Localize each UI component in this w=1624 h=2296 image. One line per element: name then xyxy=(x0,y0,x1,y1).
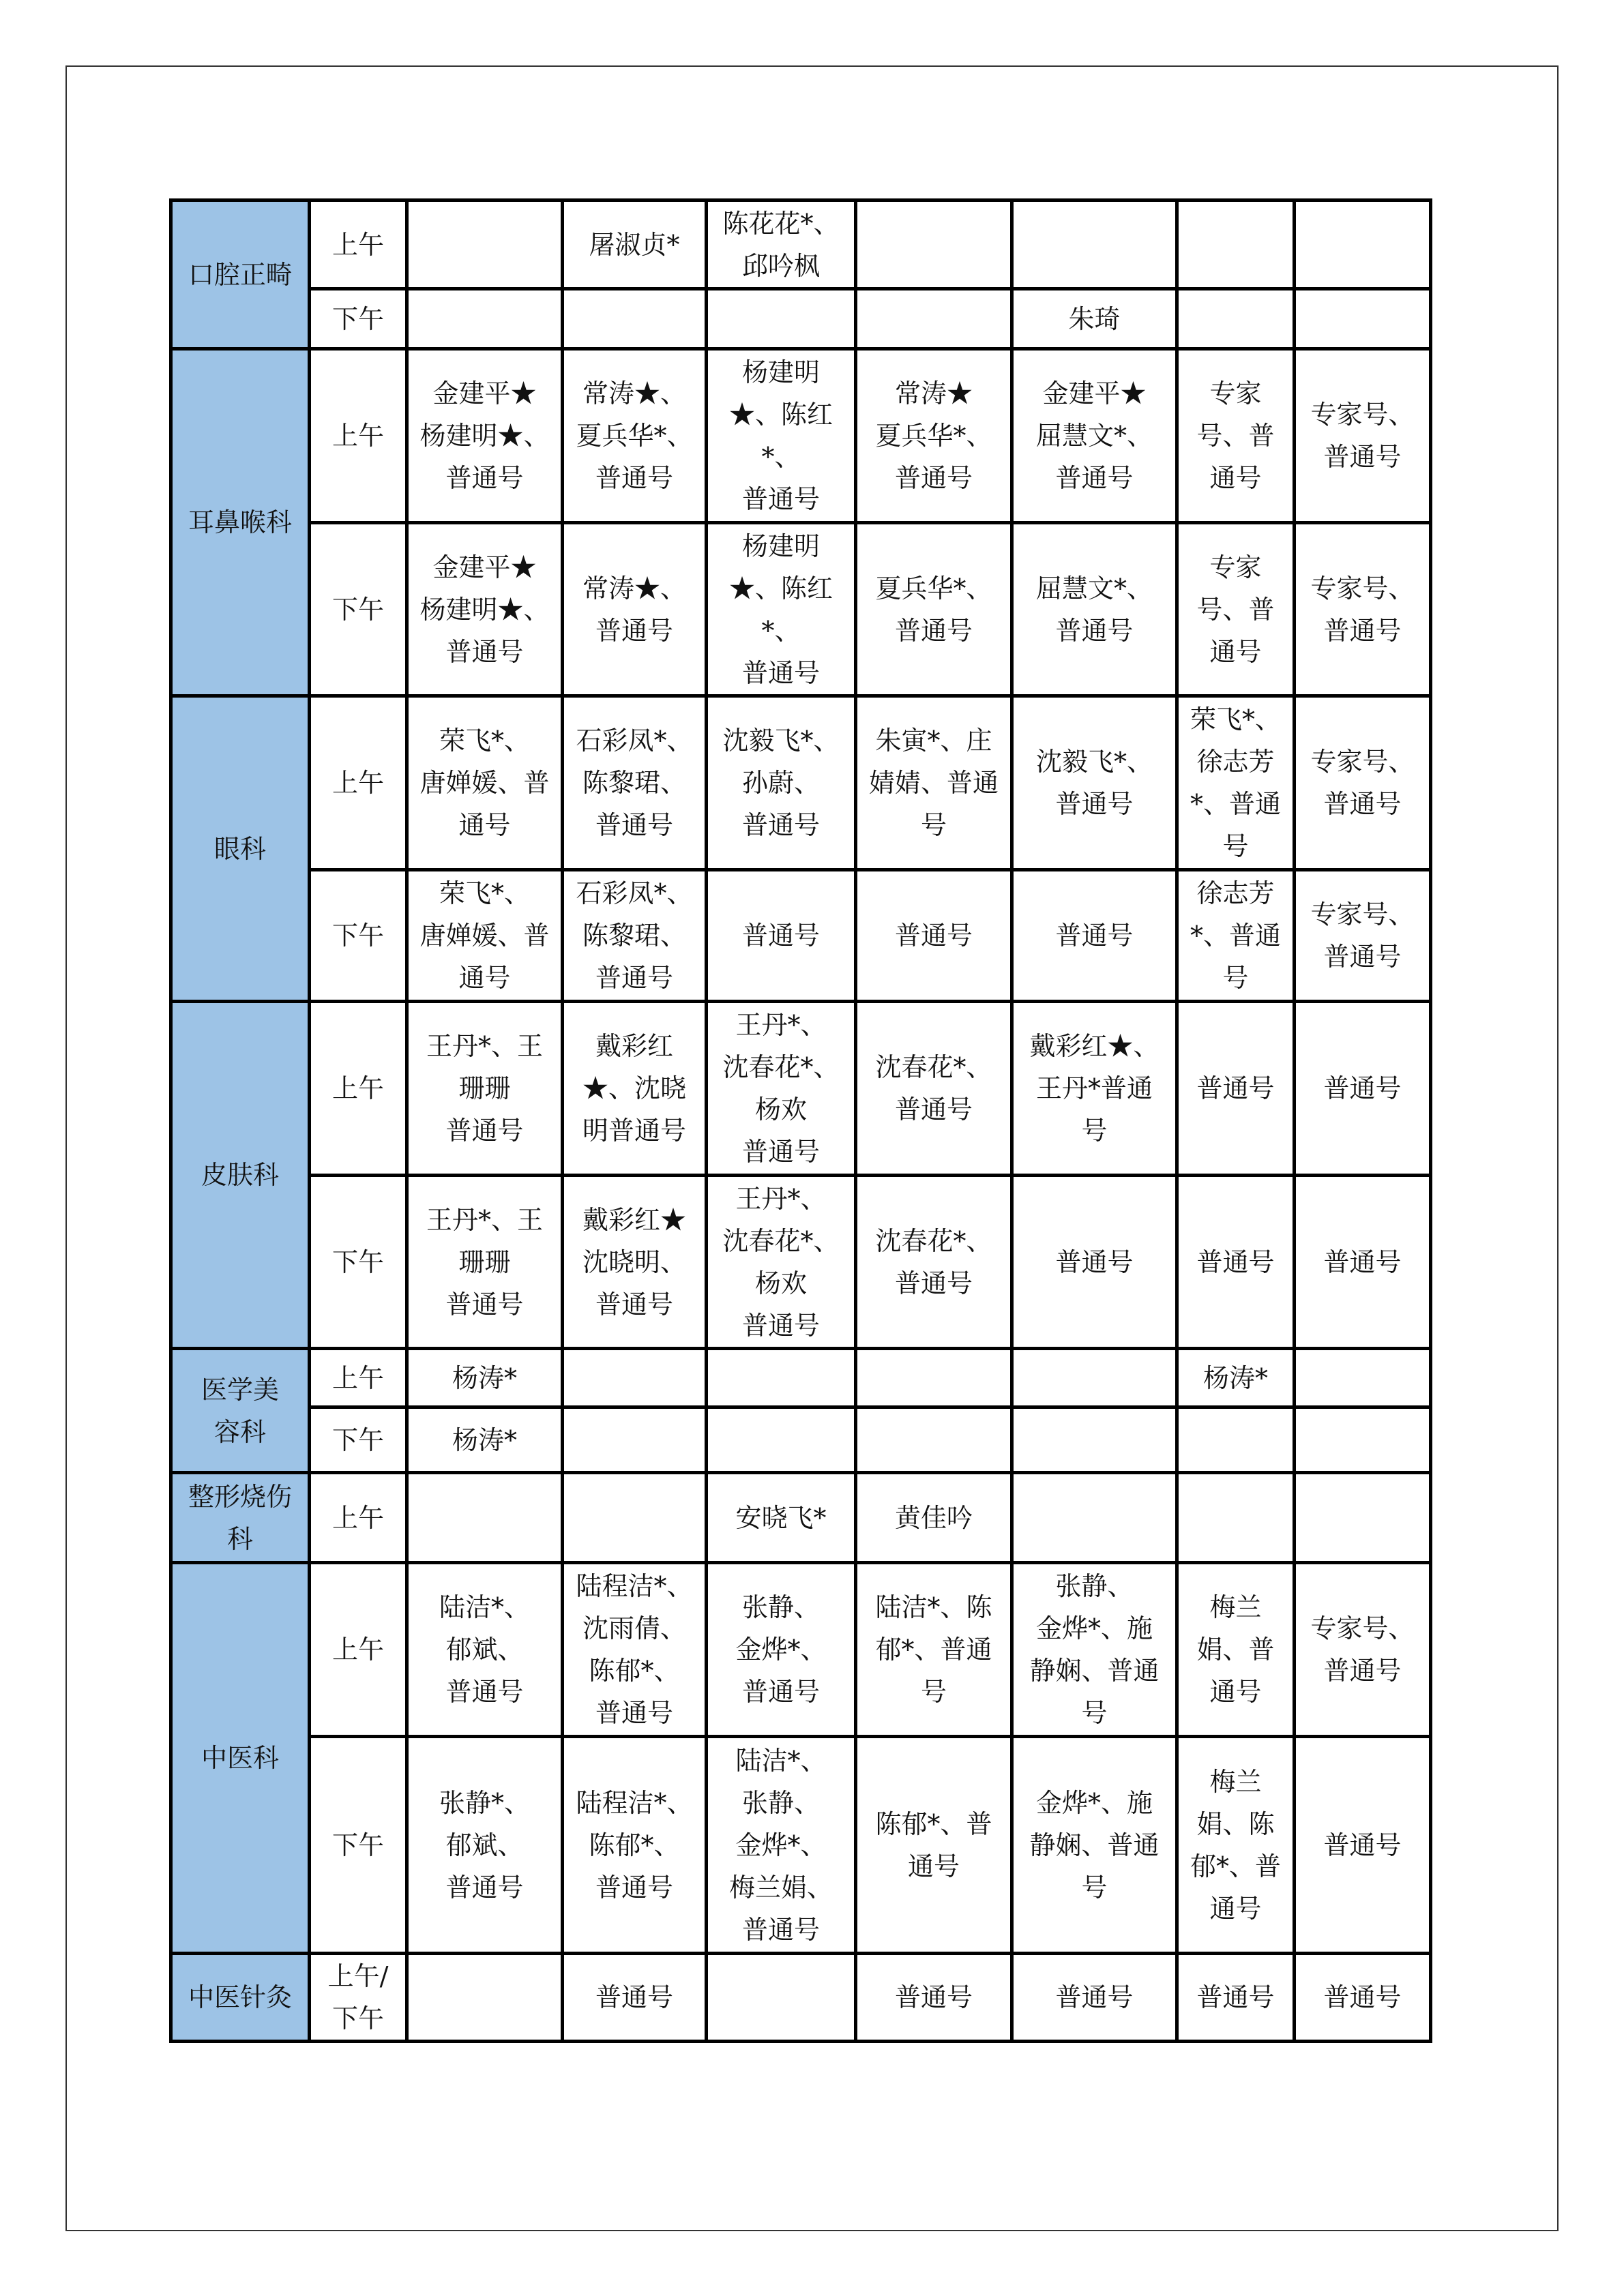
schedule-cell xyxy=(707,1737,856,1954)
schedule-cell xyxy=(1295,349,1431,523)
period-cell xyxy=(310,289,407,349)
doctor-list: 普通号 xyxy=(894,1982,973,2012)
schedule-cell xyxy=(563,870,707,1002)
doctor-list: 杨涛* xyxy=(452,1425,517,1455)
doctor-list: 屠淑贞* xyxy=(589,229,680,260)
doctor-list: 普通号 xyxy=(1323,1830,1402,1860)
schedule-cell xyxy=(1177,200,1295,289)
doctor-list: 陆洁*、 张静、 金烨*、 梅兰娟、 普通号 xyxy=(728,1745,833,1945)
doctor-list: 杨建明 ★、陈红 *、 普通号 xyxy=(728,531,833,688)
schedule-cell xyxy=(856,1002,1012,1176)
period-label: 下午 xyxy=(331,594,384,625)
schedule-cell xyxy=(707,1002,856,1176)
schedule-cell xyxy=(856,1563,1012,1737)
schedule-cell xyxy=(563,696,707,870)
period-cell xyxy=(310,1737,407,1954)
doctor-list: 杨建明 ★、陈红 *、 普通号 xyxy=(728,357,833,514)
schedule-cell xyxy=(563,1002,707,1176)
schedule-cell xyxy=(1012,1563,1177,1737)
doctor-list: 荣飞*、 徐志芳 *、普通 号 xyxy=(1190,704,1281,861)
period-label: 下午 xyxy=(331,303,384,334)
schedule-cell xyxy=(1295,1002,1431,1176)
doctor-list: 张静、 金烨*、 普通号 xyxy=(735,1592,827,1707)
schedule-cell xyxy=(1177,1407,1295,1473)
schedule-cell xyxy=(856,1176,1012,1349)
department-label: 皮肤科 xyxy=(201,1160,279,1190)
table-row xyxy=(171,1002,1431,1176)
schedule-cell xyxy=(1012,1176,1177,1349)
schedule-cell xyxy=(407,523,563,696)
doctor-list: 陆程洁*、 沈雨倩、 陈郁*、 普通号 xyxy=(576,1571,693,1728)
schedule-cell xyxy=(1012,1002,1177,1176)
period-cell xyxy=(310,349,407,523)
schedule-cell xyxy=(707,349,856,523)
period-label: 下午 xyxy=(331,921,384,951)
schedule-cell xyxy=(1177,523,1295,696)
schedule-cell xyxy=(1177,1563,1295,1737)
schedule-cell xyxy=(1012,200,1177,289)
schedule-cell xyxy=(563,1349,707,1407)
schedule-cell xyxy=(1295,696,1431,870)
doctor-list: 陆程洁*、 陈郁*、 普通号 xyxy=(576,1787,693,1903)
schedule-cell xyxy=(407,200,563,289)
schedule-cell xyxy=(407,696,563,870)
doctor-list: 夏兵华*、 普通号 xyxy=(875,573,992,646)
schedule-cell xyxy=(1295,289,1431,349)
doctor-list: 普通号 xyxy=(1055,1247,1134,1277)
doctor-list: 普通号 xyxy=(595,1982,673,2012)
period-label: 下午 xyxy=(331,1247,384,1277)
doctor-list: 金建平★ 杨建明★、 普通号 xyxy=(419,552,550,667)
schedule-cell xyxy=(563,1473,707,1563)
doctor-list: 沈毅飞*、 普通号 xyxy=(1035,747,1153,819)
schedule-cell xyxy=(1177,1002,1295,1176)
schedule-cell xyxy=(407,289,563,349)
schedule-cell xyxy=(563,1407,707,1473)
schedule-cell xyxy=(707,1176,856,1349)
period-cell xyxy=(310,200,407,289)
doctor-list: 杨涛* xyxy=(452,1362,517,1393)
schedule-cell xyxy=(563,1563,707,1737)
schedule-cell xyxy=(407,1737,563,1954)
schedule-cell xyxy=(707,1349,856,1407)
schedule-cell xyxy=(1012,1349,1177,1407)
period-label: 上午 xyxy=(331,1635,384,1665)
doctor-list: 专家号、 普通号 xyxy=(1310,747,1415,819)
doctor-list: 常涛★、 普通号 xyxy=(582,573,686,646)
doctor-list: 戴彩红★、 王丹*普通 号 xyxy=(1029,1031,1160,1146)
doctor-list: 黄佳吟 xyxy=(894,1502,973,1533)
schedule-cell xyxy=(1012,1737,1177,1954)
doctor-list: 王丹*、 沈春花*、 杨欢 普通号 xyxy=(722,1183,840,1341)
schedule-cell xyxy=(1177,1737,1295,1954)
doctor-list: 陆洁*、陈 郁*、普通 号 xyxy=(875,1592,992,1707)
doctor-list: 普通号 xyxy=(1055,921,1134,951)
schedule-cell xyxy=(1295,1407,1431,1473)
schedule-cell xyxy=(707,523,856,696)
doctor-list: 常涛★ 夏兵华*、 普通号 xyxy=(875,378,992,493)
schedule-cell xyxy=(856,1473,1012,1563)
schedule-cell xyxy=(707,1954,856,2042)
table-row xyxy=(171,289,1431,349)
department-label: 中医针灸 xyxy=(188,1982,292,2012)
schedule-cell xyxy=(563,1954,707,2042)
department-label: 医学美 容科 xyxy=(201,1374,279,1447)
doctor-list: 安晓飞* xyxy=(735,1502,827,1533)
schedule-cell xyxy=(856,289,1012,349)
schedule-cell xyxy=(407,1002,563,1176)
schedule-cell xyxy=(407,1407,563,1473)
schedule-cell xyxy=(856,200,1012,289)
table-row xyxy=(171,1737,1431,1954)
doctor-list: 梅兰 娟、普 通号 xyxy=(1196,1592,1275,1707)
doctor-list: 张静、 金烨*、施 静娴、普通 号 xyxy=(1029,1571,1160,1728)
period-cell xyxy=(310,1563,407,1737)
doctor-list: 朱琦 xyxy=(1068,303,1121,334)
doctor-list: 专家号、 普通号 xyxy=(1310,1613,1415,1686)
schedule-cell xyxy=(1295,1473,1431,1563)
department-cell xyxy=(171,1349,310,1473)
schedule-cell xyxy=(1012,870,1177,1002)
doctor-list: 王丹*、 沈春花*、 杨欢 普通号 xyxy=(722,1010,840,1167)
schedule-cell xyxy=(856,523,1012,696)
department-label: 眼科 xyxy=(213,833,266,864)
schedule-cell xyxy=(1177,870,1295,1002)
schedule-cell xyxy=(856,1349,1012,1407)
doctor-list: 专家号、 普通号 xyxy=(1310,573,1415,646)
schedule-cell xyxy=(563,200,707,289)
period-cell xyxy=(310,696,407,870)
schedule-cell xyxy=(707,1407,856,1473)
schedule-cell xyxy=(1295,1737,1431,1954)
table-row xyxy=(171,523,1431,696)
schedule-cell xyxy=(1012,523,1177,696)
doctor-list: 徐志芳 *、普通 号 xyxy=(1190,878,1281,993)
schedule-cell xyxy=(1295,523,1431,696)
doctor-list: 陆洁*、 郁斌、 普通号 xyxy=(439,1592,530,1707)
table-row xyxy=(171,1473,1431,1563)
doctor-list: 石彩凤*、 陈黎珺、 普通号 xyxy=(576,726,693,840)
schedule-table xyxy=(169,198,1432,2043)
period-cell xyxy=(310,523,407,696)
department-label: 整形烧伤 科 xyxy=(188,1481,292,1554)
schedule-cell xyxy=(1012,1407,1177,1473)
schedule-cell xyxy=(1177,289,1295,349)
doctor-list: 普通号 xyxy=(1323,1073,1402,1103)
schedule-cell xyxy=(707,1473,856,1563)
doctor-list: 荣飞*、 唐婵媛、普 通号 xyxy=(419,878,550,993)
schedule-cell xyxy=(1177,1349,1295,1407)
schedule-cell xyxy=(707,696,856,870)
schedule-cell xyxy=(1295,1349,1431,1407)
schedule-cell xyxy=(1012,696,1177,870)
department-cell xyxy=(171,696,310,1002)
table-row xyxy=(171,1407,1431,1473)
doctor-list: 普通号 xyxy=(1323,1982,1402,2012)
schedule-cell xyxy=(856,696,1012,870)
schedule-cell xyxy=(856,1407,1012,1473)
doctor-list: 普通号 xyxy=(1196,1982,1275,2012)
department-cell xyxy=(171,349,310,696)
schedule-body xyxy=(171,200,1431,2042)
doctor-list: 朱寅*、庄 婧婧、普通 号 xyxy=(868,726,999,840)
table-row xyxy=(171,1954,1431,2042)
schedule-cell xyxy=(1012,289,1177,349)
period-label: 上午/ 下午 xyxy=(327,1961,389,2033)
period-cell xyxy=(310,870,407,1002)
schedule-cell xyxy=(707,1563,856,1737)
schedule-cell xyxy=(707,870,856,1002)
period-label: 上午 xyxy=(331,229,384,260)
table-row xyxy=(171,200,1431,289)
doctor-list: 沈春花*、 普通号 xyxy=(875,1052,992,1124)
table-row xyxy=(171,696,1431,870)
schedule-cell xyxy=(407,1563,563,1737)
schedule-cell xyxy=(1012,1954,1177,2042)
schedule-cell xyxy=(1177,1954,1295,2042)
doctor-list: 沈春花*、 普通号 xyxy=(875,1225,992,1298)
period-label: 上午 xyxy=(331,1502,384,1533)
doctor-list: 王丹*、王 珊珊 普通号 xyxy=(426,1204,543,1320)
doctor-list: 沈毅飞*、 孙蔚、 普通号 xyxy=(722,726,840,840)
schedule-cell xyxy=(856,349,1012,523)
doctor-list: 戴彩红 ★、沈晓 明普通号 xyxy=(582,1031,686,1146)
department-label: 耳鼻喉科 xyxy=(188,507,292,537)
period-label: 上午 xyxy=(331,1073,384,1103)
schedule-cell xyxy=(1295,1563,1431,1737)
period-label: 上午 xyxy=(331,1362,384,1393)
schedule-cell xyxy=(1295,200,1431,289)
doctor-list: 陈花花*、 邱吟枫 xyxy=(722,208,840,281)
schedule-cell xyxy=(1295,1954,1431,2042)
schedule-cell xyxy=(856,1954,1012,2042)
department-label: 口腔正畸 xyxy=(188,259,292,290)
doctor-list: 专家 号、普 通号 xyxy=(1196,378,1275,493)
period-label: 上午 xyxy=(331,768,384,798)
period-label: 上午 xyxy=(331,421,384,451)
period-cell xyxy=(310,1954,407,2042)
schedule-cell xyxy=(563,1737,707,1954)
department-label: 中医科 xyxy=(201,1743,279,1773)
table-row xyxy=(171,1563,1431,1737)
schedule-cell xyxy=(563,1176,707,1349)
doctor-list: 梅兰 娟、陈 郁*、普 通号 xyxy=(1190,1766,1281,1924)
table-row xyxy=(171,870,1431,1002)
department-cell xyxy=(171,1473,310,1563)
period-cell xyxy=(310,1407,407,1473)
doctor-list: 戴彩红★ 沈晓明、 普通号 xyxy=(582,1204,686,1320)
doctor-list: 专家号、 普通号 xyxy=(1310,400,1415,472)
schedule-cell xyxy=(563,349,707,523)
schedule-cell xyxy=(407,349,563,523)
period-cell xyxy=(310,1002,407,1176)
department-cell xyxy=(171,1563,310,1954)
schedule-cell xyxy=(1177,696,1295,870)
doctor-list: 专家号、 普通号 xyxy=(1310,899,1415,972)
doctor-list: 普通号 xyxy=(1055,1982,1134,2012)
schedule-cell xyxy=(407,1954,563,2042)
doctor-list: 普通号 xyxy=(1196,1073,1275,1103)
schedule-cell xyxy=(1177,349,1295,523)
period-cell xyxy=(310,1176,407,1349)
doctor-list: 荣飞*、 唐婵媛、普 通号 xyxy=(419,726,550,840)
doctor-list: 杨涛* xyxy=(1202,1362,1268,1393)
schedule-cell xyxy=(1012,349,1177,523)
period-cell xyxy=(310,1473,407,1563)
schedule-cell xyxy=(856,1737,1012,1954)
doctor-list: 普通号 xyxy=(1323,1247,1402,1277)
doctor-list: 常涛★、 夏兵华*、 普通号 xyxy=(576,378,693,493)
schedule-cell xyxy=(1177,1176,1295,1349)
period-cell xyxy=(310,1349,407,1407)
doctor-list: 普通号 xyxy=(894,921,973,951)
schedule-cell xyxy=(407,1349,563,1407)
period-label: 下午 xyxy=(331,1830,384,1860)
schedule-cell xyxy=(407,1473,563,1563)
table-row xyxy=(171,349,1431,523)
department-cell xyxy=(171,1954,310,2042)
doctor-list: 普通号 xyxy=(1196,1247,1275,1277)
schedule-cell xyxy=(1295,1176,1431,1349)
doctor-list: 专家 号、普 通号 xyxy=(1196,552,1275,667)
schedule-cell xyxy=(563,523,707,696)
doctor-list: 陈郁*、普 通号 xyxy=(875,1808,992,1881)
schedule-cell xyxy=(1177,1473,1295,1563)
schedule-cell xyxy=(563,289,707,349)
schedule-cell xyxy=(1012,1473,1177,1563)
table-row xyxy=(171,1176,1431,1349)
doctor-list: 金烨*、施 静娴、普通 号 xyxy=(1029,1787,1160,1903)
schedule-cell xyxy=(707,200,856,289)
doctor-list: 金建平★ 屈慧文*、 普通号 xyxy=(1035,378,1153,493)
department-cell xyxy=(171,1002,310,1349)
doctor-list: 金建平★ 杨建明★、 普通号 xyxy=(419,378,550,493)
schedule-cell xyxy=(707,289,856,349)
schedule-cell xyxy=(856,870,1012,1002)
schedule-cell xyxy=(407,1176,563,1349)
table-row xyxy=(171,1349,1431,1407)
doctor-list: 王丹*、王 珊珊 普通号 xyxy=(426,1031,543,1146)
doctor-list: 普通号 xyxy=(741,921,820,951)
period-label: 下午 xyxy=(331,1425,384,1455)
department-cell xyxy=(171,200,310,349)
schedule-cell xyxy=(1295,870,1431,1002)
schedule-cell xyxy=(407,870,563,1002)
doctor-list: 石彩凤*、 陈黎珺、 普通号 xyxy=(576,878,693,993)
doctor-list: 张静*、 郁斌、 普通号 xyxy=(439,1787,530,1903)
doctor-list: 屈慧文*、 普通号 xyxy=(1035,573,1153,646)
